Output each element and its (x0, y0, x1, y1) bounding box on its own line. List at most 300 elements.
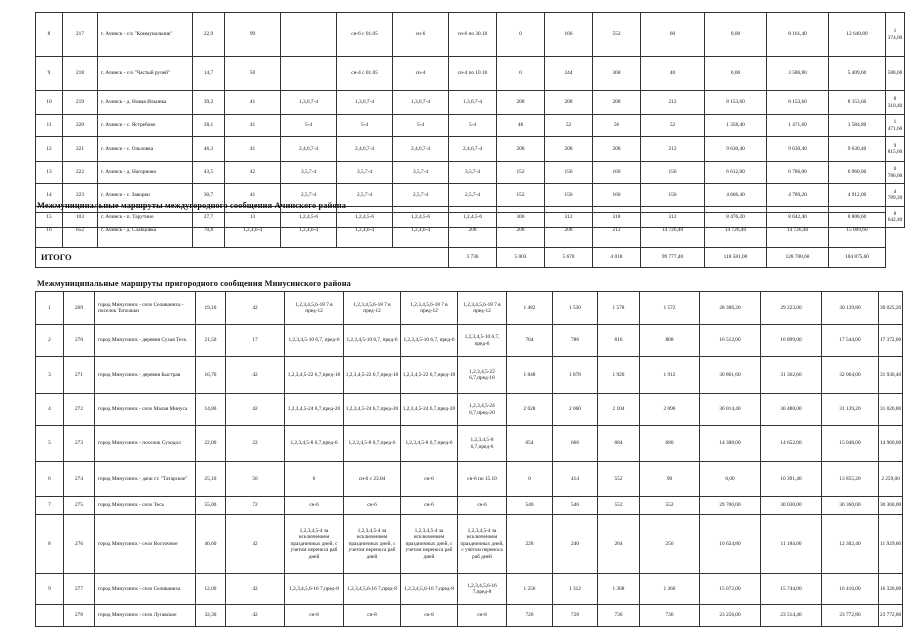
table-row (36, 515, 903, 574)
cell-schedule: 1,2,3,4,5,6-16 7,пред-8 (401, 574, 458, 605)
cell-count: 256 (640, 515, 700, 574)
cell-number: 1 (36, 292, 64, 325)
cell-schedule: сн-6 с 23.04 (344, 462, 401, 497)
cell-length: 30,7 (193, 184, 225, 207)
cell-amount: 30 488,00 (761, 394, 822, 426)
cell-route-code: 272 (64, 394, 95, 426)
cell-schedule: 1,2,3,4,5-4 за исключением праздничных дней, с учетом переноса раб дней (285, 515, 344, 574)
cell-schedule (281, 13, 337, 57)
table-row (36, 162, 905, 184)
cell-amount: 14 960,00 (879, 426, 903, 462)
cell-amount: 30 139,80 (822, 292, 879, 325)
cell-count: 1 368 (598, 574, 640, 605)
cell-schedule: 1,2,3,4,5-22 6,7,пред-18 (401, 357, 458, 394)
cell-count: 208 (545, 213, 593, 248)
cell-length: 14,7 (193, 57, 225, 91)
cell-amount: 30 360,00 (822, 497, 879, 515)
cell-count: 1 578 (598, 292, 640, 325)
cell-amount: 8 642,40 (886, 207, 905, 228)
cell-amount: 16 899,00 (761, 325, 822, 357)
cell-count: 0 (497, 13, 545, 57)
cell-schedule: 1,3,6,7-4 (449, 91, 497, 115)
cell-count: 208 (497, 137, 545, 162)
cell-interval: 41 (225, 184, 281, 207)
cell-amount: 8 153,60 (767, 91, 829, 115)
cell-length: 46,3 (193, 137, 225, 162)
cell-amount: 8 642,40 (767, 207, 829, 228)
cell-amount: 29 223,00 (761, 292, 822, 325)
cell-amount: 1 471,60 (767, 115, 829, 137)
cell-amount: 4 912,00 (829, 184, 886, 207)
cell-route-code: 269 (64, 292, 95, 325)
cell-count: 228 (507, 515, 553, 574)
cell-amount: 29 700,00 (700, 497, 761, 515)
cell-route-name: г. Ачинск - д. Новая Ильинка (98, 91, 193, 115)
cell-count: 684 (598, 426, 640, 462)
table-row (36, 426, 903, 462)
cell-count: 1 482 (507, 292, 553, 325)
cell-schedule: 1,2,3,4,5-24 6,7,пред-20 (285, 394, 344, 426)
cell-route-code: 221 (63, 137, 98, 162)
cell-count: 736 (640, 605, 700, 627)
cell-interval: 42 (226, 394, 285, 426)
cell-amount: 31 930,40 (879, 357, 903, 394)
cell-schedule: 1,2,4,6-4 (281, 213, 337, 248)
cell-amount: 32 064,00 (822, 357, 879, 394)
cell-amount: 14 726,40 (641, 213, 705, 248)
cell-count: 208 (593, 91, 641, 115)
cell-length: 43,5 (193, 162, 225, 184)
cell-count: 52 (545, 115, 593, 137)
cell-route-code: 223 (63, 184, 98, 207)
cell-schedule: 0 (285, 462, 344, 497)
cell-length: 28,1 (193, 115, 225, 137)
cell-route-code: 652 (63, 213, 98, 248)
cell-amount: 31 139,20 (822, 394, 879, 426)
cell-number: 5 (36, 426, 64, 462)
cell-route-code: 220 (63, 115, 98, 137)
cell-count: 40 (641, 57, 705, 91)
cell-count: 1 312 (553, 574, 598, 605)
cell-schedule: 1,2,4,5-6 (449, 207, 497, 228)
cell-route-code: 278 (64, 605, 95, 627)
cell-schedule: сн-8 (401, 605, 458, 627)
cell-route-name: г. Ачинск - д. Слабцовка (98, 213, 193, 248)
cell-amount: 9 630,40 (767, 137, 829, 162)
cell-interval: 13 (225, 207, 281, 228)
cell-count: 414 (553, 462, 598, 497)
table-row (36, 325, 903, 357)
cell-number: 10 (36, 91, 63, 115)
cell-count: 60 (641, 13, 705, 57)
total-amount: 128 708,60 (767, 248, 829, 268)
cell-schedule: 1,2,4,5-6 (281, 207, 337, 228)
cell-count: 728 (553, 605, 598, 627)
cell-number: 9 (36, 574, 64, 605)
cell-schedule: 5-4 (281, 115, 337, 137)
cell-amount: 31 020,80 (879, 394, 903, 426)
cell-length: 70,8 (193, 213, 225, 248)
cell-amount: 28 306,20 (700, 292, 761, 325)
cell-number: 16 (36, 213, 63, 248)
cell-schedule: 3,5,7-4 (337, 162, 393, 184)
cell-amount: 23 772,80 (822, 605, 879, 627)
cell-amount: 1 471,60 (886, 115, 905, 137)
cell-length: 22,9 (193, 13, 225, 57)
cell-schedule: 1,2,3,4,5,6-18 7 в пред-12 (344, 292, 401, 325)
cell-schedule: 1,2,4,6-4 (225, 213, 281, 248)
cell-amount: 16 320,00 (879, 574, 903, 605)
cell-amount: 11 929,60 (879, 515, 903, 574)
cell-count: 56 (593, 115, 641, 137)
cell-count: 1 530 (553, 292, 598, 325)
cell-number: 9 (36, 57, 63, 91)
cell-length: 27,7 (193, 207, 225, 228)
total-count: 4 018 (593, 248, 641, 268)
cell-amount: 30 014,40 (700, 394, 761, 426)
cell-schedule: 1,2,3,4,5-8 6,7,пред-6 (458, 426, 507, 462)
cell-number: 4 (36, 394, 64, 426)
cell-schedule: сн-8 (344, 605, 401, 627)
cell-interval: 42 (226, 357, 285, 394)
table-row (36, 57, 905, 91)
cell-amount: 23 256,00 (700, 605, 761, 627)
cell-count: 208 (545, 91, 593, 115)
table-row (36, 497, 903, 515)
cell-schedule: 1,2,3,4,5-22 6,7,пред-18 (458, 357, 507, 394)
cell-route-name: город Минусинск - село Тесь (95, 497, 196, 515)
cell-amount: 8 153,60 (829, 91, 886, 115)
cell-amount: 9 815,60 (886, 137, 905, 162)
cell-count: 52 (641, 115, 705, 137)
cell-amount: 30 360,00 (879, 497, 903, 515)
section-heading-achinsk-intercity: Межмуниципальные маршруты междугородного сообщения Ачинского района (37, 201, 347, 210)
cell-route-code: 277 (64, 574, 95, 605)
cell-interval: 42 (226, 605, 285, 627)
cell-number: 3 (36, 357, 64, 394)
cell-number: 8 (36, 515, 64, 574)
cell-route-name: город Минусинск - деревня Сухая Тесь (95, 325, 196, 357)
cell-amount: 12 302,40 (822, 515, 879, 574)
cell-amount: 1 374,00 (886, 13, 905, 57)
cell-schedule: 1,2,3,4,5,6-18 7 в пред-12 (458, 292, 507, 325)
cell-amount: 13 855,20 (822, 462, 879, 497)
cell-route-name: город Минусинск - дачи ст. "Татарское" (95, 462, 196, 497)
cell-amount: 31 362,60 (761, 357, 822, 394)
cell-schedule: 1,2,3,4,5-24 6,7,пред-20 (458, 394, 507, 426)
cell-amount: 3 586,80 (767, 57, 829, 91)
cell-schedule: 1,2,3,4,5-4 за исключением праздничных дней, с учетом переноса раб дней (344, 515, 401, 574)
cell-schedule: 3,5,7-4 (281, 162, 337, 184)
cell-schedule: 2,5,7-4 (337, 184, 393, 207)
cell-schedule: 1,2,3,4,5-8 6,7,пред-6 (344, 426, 401, 462)
table-row (36, 292, 903, 325)
cell-amount: 10 391,40 (761, 462, 822, 497)
table-row (36, 605, 903, 627)
cell-count: 264 (598, 515, 640, 574)
cell-number: 2 (36, 325, 64, 357)
cell-route-code: 270 (64, 325, 95, 357)
cell-route-code: 218 (63, 57, 98, 91)
cell-schedule: 3,5,7-4 (449, 162, 497, 184)
cell-amount: 17 544,00 (822, 325, 879, 357)
cell-count: 152 (497, 162, 545, 184)
table-row (36, 213, 886, 248)
cell-count: 1 360 (640, 574, 700, 605)
cell-amount: 16 512,00 (700, 325, 761, 357)
cell-amount: 8 476,20 (705, 207, 767, 228)
cell-number (36, 605, 64, 627)
cell-interval: 42 (226, 515, 285, 574)
total-count: 5 003 (497, 248, 545, 268)
cell-amount: 14 726,40 (705, 213, 767, 248)
cell-schedule: 1,2,3,4,5-4 за исключением праздничных дней, с учетом переноса раб дней (458, 515, 507, 574)
cell-amount: 14 726,40 (767, 213, 829, 248)
cell-interval: 42 (226, 574, 285, 605)
cell-schedule: 1,2,3,4,5-24 6,7,пред-20 (401, 394, 458, 426)
cell-schedule (281, 57, 337, 91)
cell-length: 32,30 (196, 605, 226, 627)
cell-count: 156 (545, 184, 593, 207)
cell-amount: 30 861,60 (700, 357, 761, 394)
cell-schedule: сн-6 (401, 462, 458, 497)
cell-schedule: сн-8 (285, 605, 344, 627)
cell-count: 240 (553, 515, 598, 574)
cell-count: 546 (553, 497, 598, 515)
cell-count: 0 (507, 462, 553, 497)
cell-interval: 41 (225, 91, 281, 115)
cell-route-name: город Минусинск - село Восточное (95, 515, 196, 574)
cell-length: 12,00 (196, 574, 226, 605)
cell-count: 808 (640, 325, 700, 357)
cell-schedule: 1,2,4,6-4 (393, 213, 449, 248)
cell-count: 1 920 (598, 357, 640, 394)
cell-amount: 0,00 (700, 462, 761, 497)
cell-schedule: 1,3,6,7-4 (393, 91, 449, 115)
cell-schedule: 1,2,3,4,5-22 6,7,пред-18 (344, 357, 401, 394)
cell-length: 19,10 (196, 292, 226, 325)
cell-count: 244 (545, 57, 593, 91)
cell-amount: 6 786,00 (767, 162, 829, 184)
cell-route-code: 274 (64, 462, 95, 497)
cell-amount: 6 960,00 (829, 162, 886, 184)
cell-amount: 9 630,40 (829, 137, 886, 162)
table-row (36, 574, 903, 605)
cell-count: 816 (598, 325, 640, 357)
cell-count: 1 912 (640, 357, 700, 394)
cell-schedule: 2,4,6,7-4 (281, 137, 337, 162)
cell-amount: 15 009,60 (829, 213, 886, 248)
cell-count: 156 (545, 162, 593, 184)
cell-count: 540 (507, 497, 553, 515)
cell-amount: 23 772,80 (879, 605, 903, 627)
cell-number: 15 (36, 207, 63, 228)
cell-schedule: 1,2,4,6-4 (337, 213, 393, 248)
routes-table-minusinsk-suburban (35, 291, 903, 627)
cell-count: 208 (449, 213, 497, 248)
cell-interval: 41 (225, 115, 281, 137)
cell-count: 306 (497, 207, 545, 228)
cell-amount: 6 786,00 (886, 162, 905, 184)
cell-route-code: 222 (63, 162, 98, 184)
cell-count: 166 (545, 13, 593, 57)
cell-length: 14,80 (196, 394, 226, 426)
cell-interval: 22 (226, 426, 285, 462)
cell-amount: 8 310,40 (886, 91, 905, 115)
table-row (36, 357, 903, 394)
cell-schedule: 2,5,7-4 (393, 184, 449, 207)
cell-schedule: 1,2,3,4,5-8 6,7,пред-6 (285, 426, 344, 462)
cell-interval: 50 (225, 57, 281, 91)
cell-schedule: 3,5,7-4 (393, 162, 449, 184)
cell-count: 312 (545, 207, 593, 228)
cell-amount: 8 808,60 (829, 207, 886, 228)
cell-amount: 1 358,40 (705, 115, 767, 137)
cell-schedule: сн-6 (344, 497, 401, 515)
cell-amount: 4 789,20 (767, 184, 829, 207)
cell-amount: 11 184,00 (761, 515, 822, 574)
cell-amount: 14 388,00 (700, 426, 761, 462)
cell-count: 212 (593, 213, 641, 248)
cell-count: 208 (545, 137, 593, 162)
cell-route-name: город Минусинск - село Селиваниха - поселок Топольки (95, 292, 196, 325)
cell-interval: 41 (225, 137, 281, 162)
cell-schedule: 1,2,3,4,5,6-16 7,пред-8 (458, 574, 507, 605)
cell-schedule: сн-6 (285, 497, 344, 515)
cell-amount: 0,00 (705, 57, 767, 91)
cell-schedule: сн-6 (401, 497, 458, 515)
cell-amount: 4 666,40 (705, 184, 767, 207)
cell-count: 0 (497, 57, 545, 91)
cell-schedule: 1,2,3,4,5-10 6,7, пред-6 (285, 325, 344, 357)
cell-schedule: 2,5,7-4 (281, 184, 337, 207)
cell-amount: 14 652,00 (761, 426, 822, 462)
cell-interval: 99 (225, 13, 281, 57)
cell-count: 786 (553, 325, 598, 357)
table-row (36, 137, 905, 162)
routes-table-achinsk-intercity (35, 212, 886, 268)
cell-number: 14 (36, 184, 63, 207)
cell-schedule: 1,2,3,4,5-22 6,7,пред-18 (285, 357, 344, 394)
cell-length: 25,10 (196, 462, 226, 497)
cell-route-name: город Минусинск - село Малая Минуса (95, 394, 196, 426)
cell-schedule: сн-4 с 01.05 (337, 57, 393, 91)
cell-length: 16,70 (196, 357, 226, 394)
cell-schedule: сн-4 (393, 57, 449, 91)
cell-schedule: 5-4 (449, 115, 497, 137)
cell-schedule: сн-6 с 01.05 (337, 13, 393, 57)
cell-amount: 6 612,00 (705, 162, 767, 184)
cell-route-name: г. Ачинск - с. Ольховка (98, 137, 193, 162)
cell-count: 212 (641, 91, 705, 115)
cell-route-name: город Минусинск - село Лугавское (95, 605, 196, 627)
cell-number: 6 (36, 462, 64, 497)
cell-amount: 0,00 (705, 13, 767, 57)
cell-route-name: г. Ачинск - с/о "Частый ручей" (98, 57, 193, 91)
cell-amount: 588,00 (886, 57, 905, 91)
cell-count: 152 (497, 184, 545, 207)
cell-route-code: 103 (63, 207, 98, 228)
table-row (36, 462, 903, 497)
cell-count: 208 (497, 91, 545, 115)
cell-schedule: 1,2,3,4,5,6-18 7 в пред-12 (285, 292, 344, 325)
cell-count: 552 (593, 13, 641, 57)
cell-amount: 16 416,00 (822, 574, 879, 605)
cell-number: 8 (36, 13, 63, 57)
cell-schedule: сн-4 по 10.10 (449, 57, 497, 91)
cell-interval: 72 (226, 497, 285, 515)
cell-schedule: сн-6 (393, 13, 449, 57)
cell-number: 7 (36, 497, 64, 515)
total-amount: 118 581,00 (705, 248, 767, 268)
cell-length: 46,60 (196, 515, 226, 574)
cell-schedule: 1,2,3,4,5,6-18 7 в пред-12 (401, 292, 458, 325)
cell-schedule: 1,2,4,5-6 (393, 207, 449, 228)
cell-count: 552 (640, 497, 700, 515)
cell-schedule: 1,2,3,4,5-4 за исключением праздничных дней, с учетом переноса раб дней (401, 515, 458, 574)
cell-count: 666 (553, 426, 598, 462)
cell-schedule: сн-8 (458, 605, 507, 627)
cell-schedule: 5-4 (393, 115, 449, 137)
cell-schedule: 1,2,4,5-6 (337, 207, 393, 228)
cell-schedule: 1,3,6,7-4 (281, 91, 337, 115)
cell-amount: 5 409,60 (829, 57, 886, 91)
cell-count: 2 104 (598, 394, 640, 426)
cell-route-code: 276 (64, 515, 95, 574)
cell-length: 22,00 (196, 426, 226, 462)
cell-number: 11 (36, 115, 63, 137)
cell-count: 552 (598, 497, 640, 515)
cell-interval: 17 (226, 325, 285, 357)
cell-count: 1 256 (507, 574, 553, 605)
total-label: ИТОГО (36, 248, 449, 268)
cell-schedule: сн-6 по 30.10 (449, 13, 497, 57)
cell-amount: 2 259,00 (879, 462, 903, 497)
cell-schedule: 1,2,3,4,5,6-16 7,пред-8 (285, 574, 344, 605)
cell-interval: 42 (225, 162, 281, 184)
cell-route-name: город Минусинск - поселок Суходол (95, 426, 196, 462)
cell-route-code: 275 (64, 497, 95, 515)
cell-count: 90 (640, 462, 700, 497)
cell-schedule: 1,2,3,4,5-24 6,7,пред-20 (344, 394, 401, 426)
cell-route-name: г. Ачинск - п. Тарутино (98, 207, 193, 228)
cell-count: 1 848 (507, 357, 553, 394)
cell-count: 1 878 (553, 357, 598, 394)
cell-amount: 30 025,20 (879, 292, 903, 325)
cell-schedule: 2,4,6,7-4 (393, 137, 449, 162)
cell-schedule: 2,4,6,7-4 (449, 137, 497, 162)
section-heading-minusinsk-suburban: Межмуниципальные маршруты пригородного сообщения Минусинского района (37, 279, 351, 288)
cell-amount: 1 584,80 (829, 115, 886, 137)
cell-schedule: сн-6 (458, 497, 507, 515)
cell-route-code: 217 (63, 13, 98, 57)
table-row (36, 115, 905, 137)
cell-route-name: город Минусинск - деревня Быстрая (95, 357, 196, 394)
total-row (36, 248, 886, 268)
cell-amount: 23 514,40 (761, 605, 822, 627)
cell-amount: 8 153,60 (705, 91, 767, 115)
cell-count: 318 (593, 207, 641, 228)
cell-amount: 8 161,40 (767, 13, 829, 57)
cell-length: 55,00 (196, 497, 226, 515)
cell-amount: 15 072,00 (700, 574, 761, 605)
total-amount: 99 777,40 (641, 248, 705, 268)
total-amount: 104 875,60 (829, 248, 886, 268)
cell-count: 208 (497, 213, 545, 248)
cell-route-name: г. Ачинск - д. Нагорново (98, 162, 193, 184)
cell-schedule: 1,2,3,4,5-10 6,7, пред-6 (344, 325, 401, 357)
cell-count: 208 (593, 137, 641, 162)
